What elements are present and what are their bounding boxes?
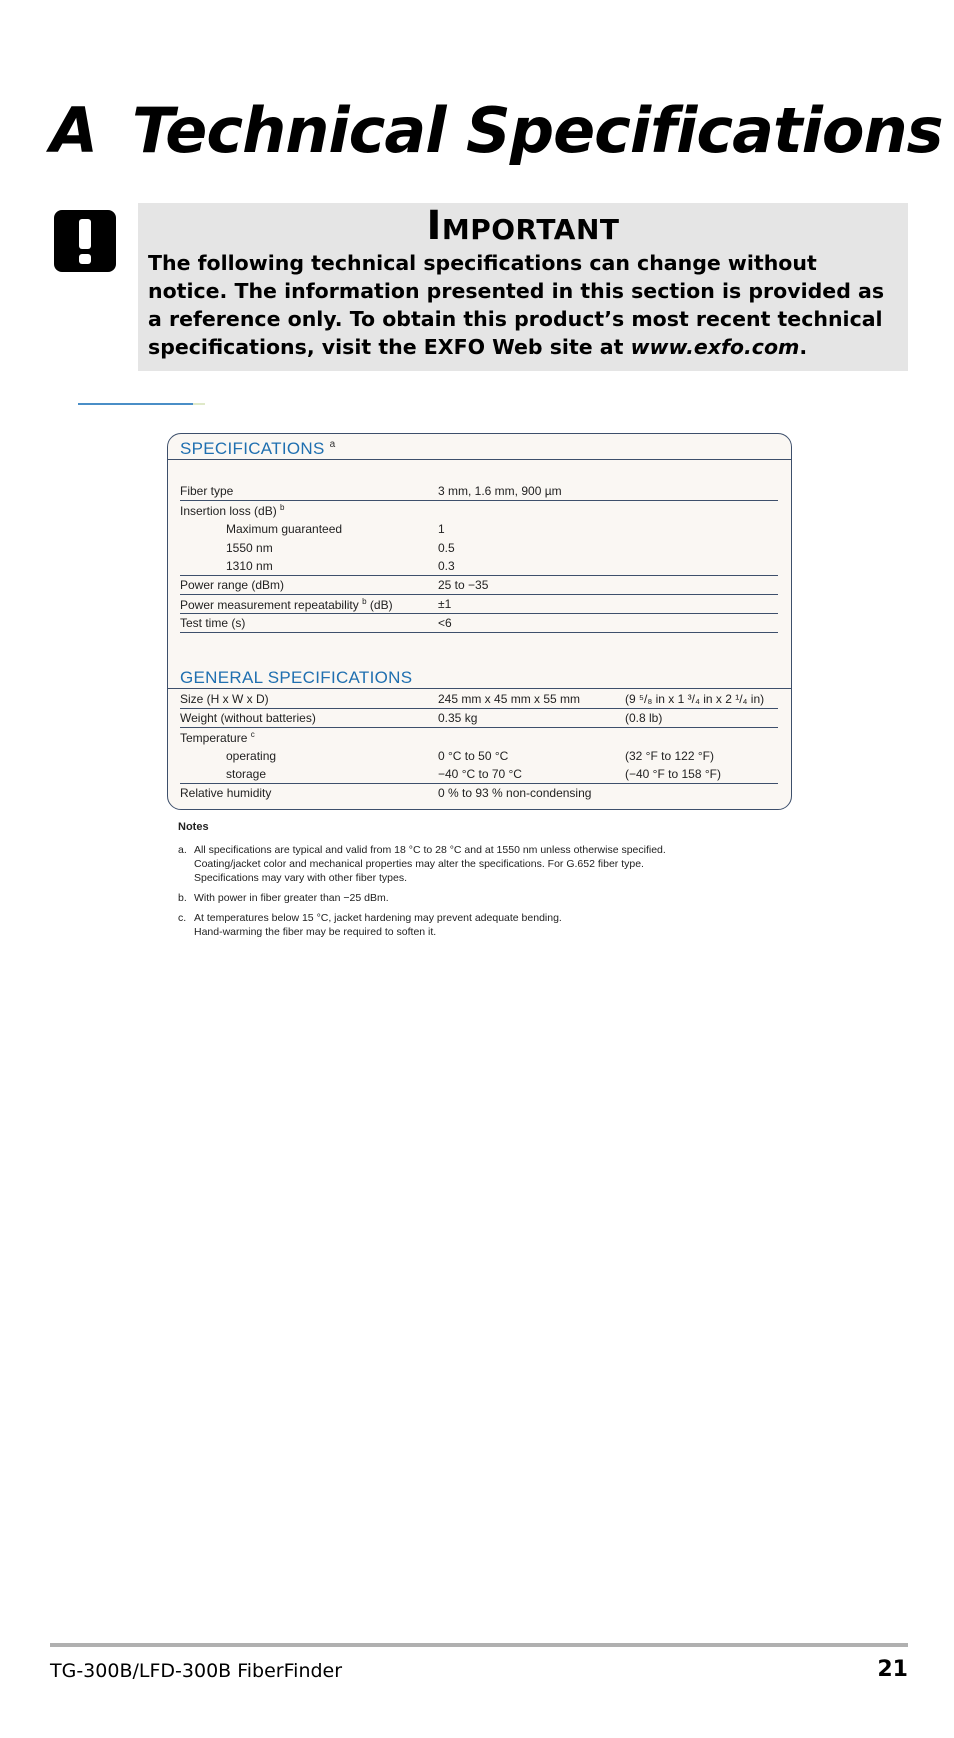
note-c: c. At temperatures below 15 °C, jacket hardening may prevent adequate bending. Hand-warming the fiber may be required to soften it.: [178, 912, 562, 938]
spec-row-fiber-type: Fiber type 3 mm, 1.6 mm, 900 µm: [180, 482, 778, 501]
specifications-panel: [167, 433, 792, 810]
spec-row-power-range: Power range (dBm) 25 to −35: [180, 576, 778, 595]
footer-product-name: TG-300B/LFD-300B FiberFinder: [50, 1660, 343, 1682]
spec-row-operating: operating 0 °C to 50 °C (32 °F to 122 °F): [226, 749, 714, 763]
decorative-rule: [78, 403, 193, 405]
note-b: b. With power in fiber greater than −25 dBm.: [178, 892, 389, 904]
spec-row-test-time: Test time (s) <6: [180, 614, 778, 633]
chapter-letter: A: [50, 94, 97, 167]
footer-rule: [50, 1643, 908, 1647]
exfo-link[interactable]: www.exfo.com: [630, 335, 800, 359]
spec-row-repeatability: Power measurement repeatability $^b$ (dB) ±1: [180, 595, 778, 614]
spec-row-weight: Weight (without batteries) 0.35 kg (0.8 lb): [180, 709, 778, 728]
important-text: The following technical specifications can change without notice. The information presented in this section is provided as a reference only. To obtain this product’s most recent technical specifications, visit the EXFO Web site at www.exfo.com.: [148, 251, 885, 359]
spec-row-storage: storage −40 °C to 70 °C (−40 °F to 158 °F): [180, 765, 778, 784]
important-icon: [54, 210, 116, 272]
notes-section: [178, 821, 778, 945]
note-a: a. All specifications are typical and valid from 18 °C to 28 °C and at 1550 nm unless otherwise specified. Coating/jacket color and mechanical properties may alter the specifications. For G.652 fiber type. Specifications may vary with other fiber types.: [178, 844, 666, 884]
chapter-title-text: Technical Specifications: [132, 94, 943, 167]
spec-row-1310nm: 1310 nm 0.3: [180, 557, 778, 576]
important-box: [138, 203, 908, 371]
heading-rule: [168, 459, 791, 460]
page-number: 21: [877, 1657, 908, 1682]
general-specifications-heading: GENERAL SPECIFICATIONS: [180, 668, 413, 687]
spec-row-size: Size (H x W x D) 245 mm x 45 mm x 55 mm (9 ⁵/₈ in x 1 ³/₄ in x 2 ¹/₄ in): [180, 690, 778, 709]
heading-rule: [168, 688, 791, 689]
spec-row-1550nm: 1550 nm 0.5: [226, 541, 455, 555]
spec-row-max-guaranteed: Maximum guaranteed 1: [226, 522, 445, 536]
spec-row-temperature: Temperature $^c$: [180, 730, 255, 745]
notes-title: Notes: [178, 821, 209, 833]
spec-row-humidity: Relative humidity 0 % to 93 % non-condensing: [180, 786, 592, 800]
chapter-title: [50, 94, 943, 167]
important-heading: Important: [426, 203, 620, 249]
spec-row-insertion-loss: Insertion loss (dB) $^b$: [180, 503, 285, 518]
specifications-heading: SPECIFICATIONS $^a$: [180, 439, 336, 458]
